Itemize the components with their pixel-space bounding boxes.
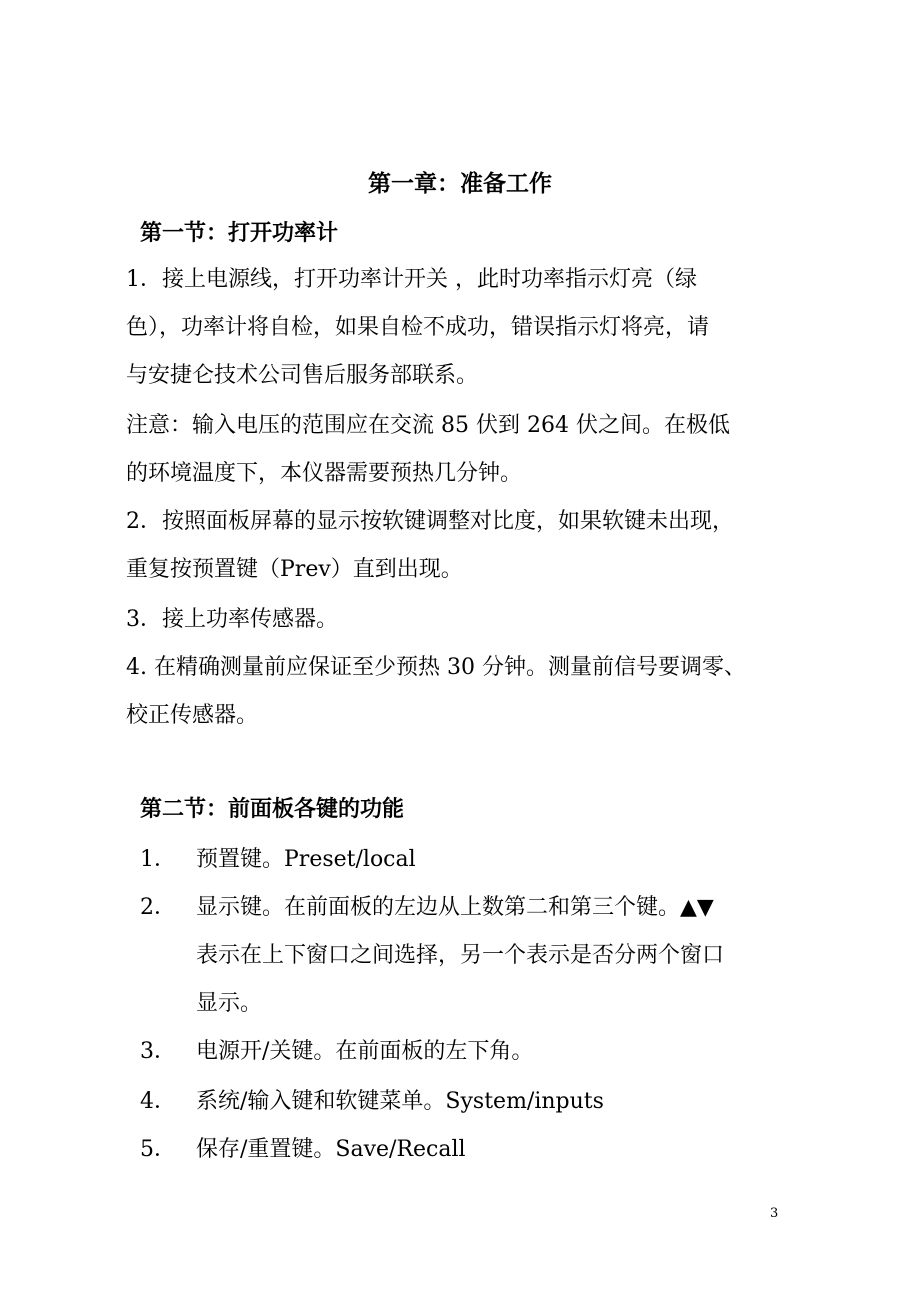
paragraph-line: 重复按预置键（Prev）直到出现。: [126, 557, 463, 582]
paragraph-line: 2．按照面板屏幕的显示按软键调整对比度，如果软键未出现，: [126, 509, 734, 534]
list-item-line: 显示键。在前面板的左边从上数第二和第三个键。▲▼: [196, 895, 714, 920]
list-item-number: 5．: [140, 1137, 176, 1162]
section-title-1: 第一节：打开功率计: [140, 221, 339, 246]
list-item-line: 显示。: [196, 991, 263, 1016]
list-item-line: 电源开/关键。在前面板的左下角。: [196, 1039, 534, 1064]
paragraph-note: [126, 402, 794, 498]
list-item-line: 预置键。Preset/local: [196, 847, 416, 872]
paragraph-step-3: [126, 596, 794, 644]
paragraph-line: 色），功率计将自检，如果自检不成功，错误指示灯将亮，请: [126, 315, 710, 340]
paragraph-line: 4. 在精确测量前应保证至少预热 30 分钟。测量前信号要调零、: [126, 655, 746, 680]
chapter-title: 第一章：准备工作: [368, 171, 552, 197]
paragraph-line: 注意：输入电压的范围应在交流 85 伏到 264 伏之间。在极低: [126, 413, 730, 438]
page-number: 3: [770, 1206, 779, 1221]
list-item-number: 4．: [140, 1089, 176, 1114]
paragraph-step-4: [126, 644, 794, 740]
paragraph-line: 校正传感器。: [126, 703, 259, 728]
paragraph-step-2: [126, 498, 794, 594]
paragraph-line: 与安捷仑技术公司售后服务部联系。: [126, 363, 479, 388]
list-item-number: 3．: [140, 1039, 176, 1064]
list-item-line: 表示在上下窗口之间选择，另一个表示是否分两个窗口: [196, 943, 725, 968]
paragraph-line: 3．接上功率传感器。: [126, 607, 338, 632]
list-item-number: 1．: [140, 847, 176, 872]
list-item-line: 系统/输入键和软键菜单。System/inputs: [196, 1089, 604, 1114]
paragraph-line: 1．接上电源线，打开功率计开关 ，此时功率指示灯亮（绿: [126, 267, 697, 292]
section-title-2: 第二节：前面板各键的功能: [140, 797, 405, 822]
list-item-line: 保存/重置键。Save/Recall: [196, 1137, 466, 1162]
list-item-number: 2．: [140, 895, 176, 920]
paragraph-step-1: [126, 256, 794, 400]
paragraph-line: 的环境温度下，本仪器需要预热几分钟。: [126, 461, 523, 486]
